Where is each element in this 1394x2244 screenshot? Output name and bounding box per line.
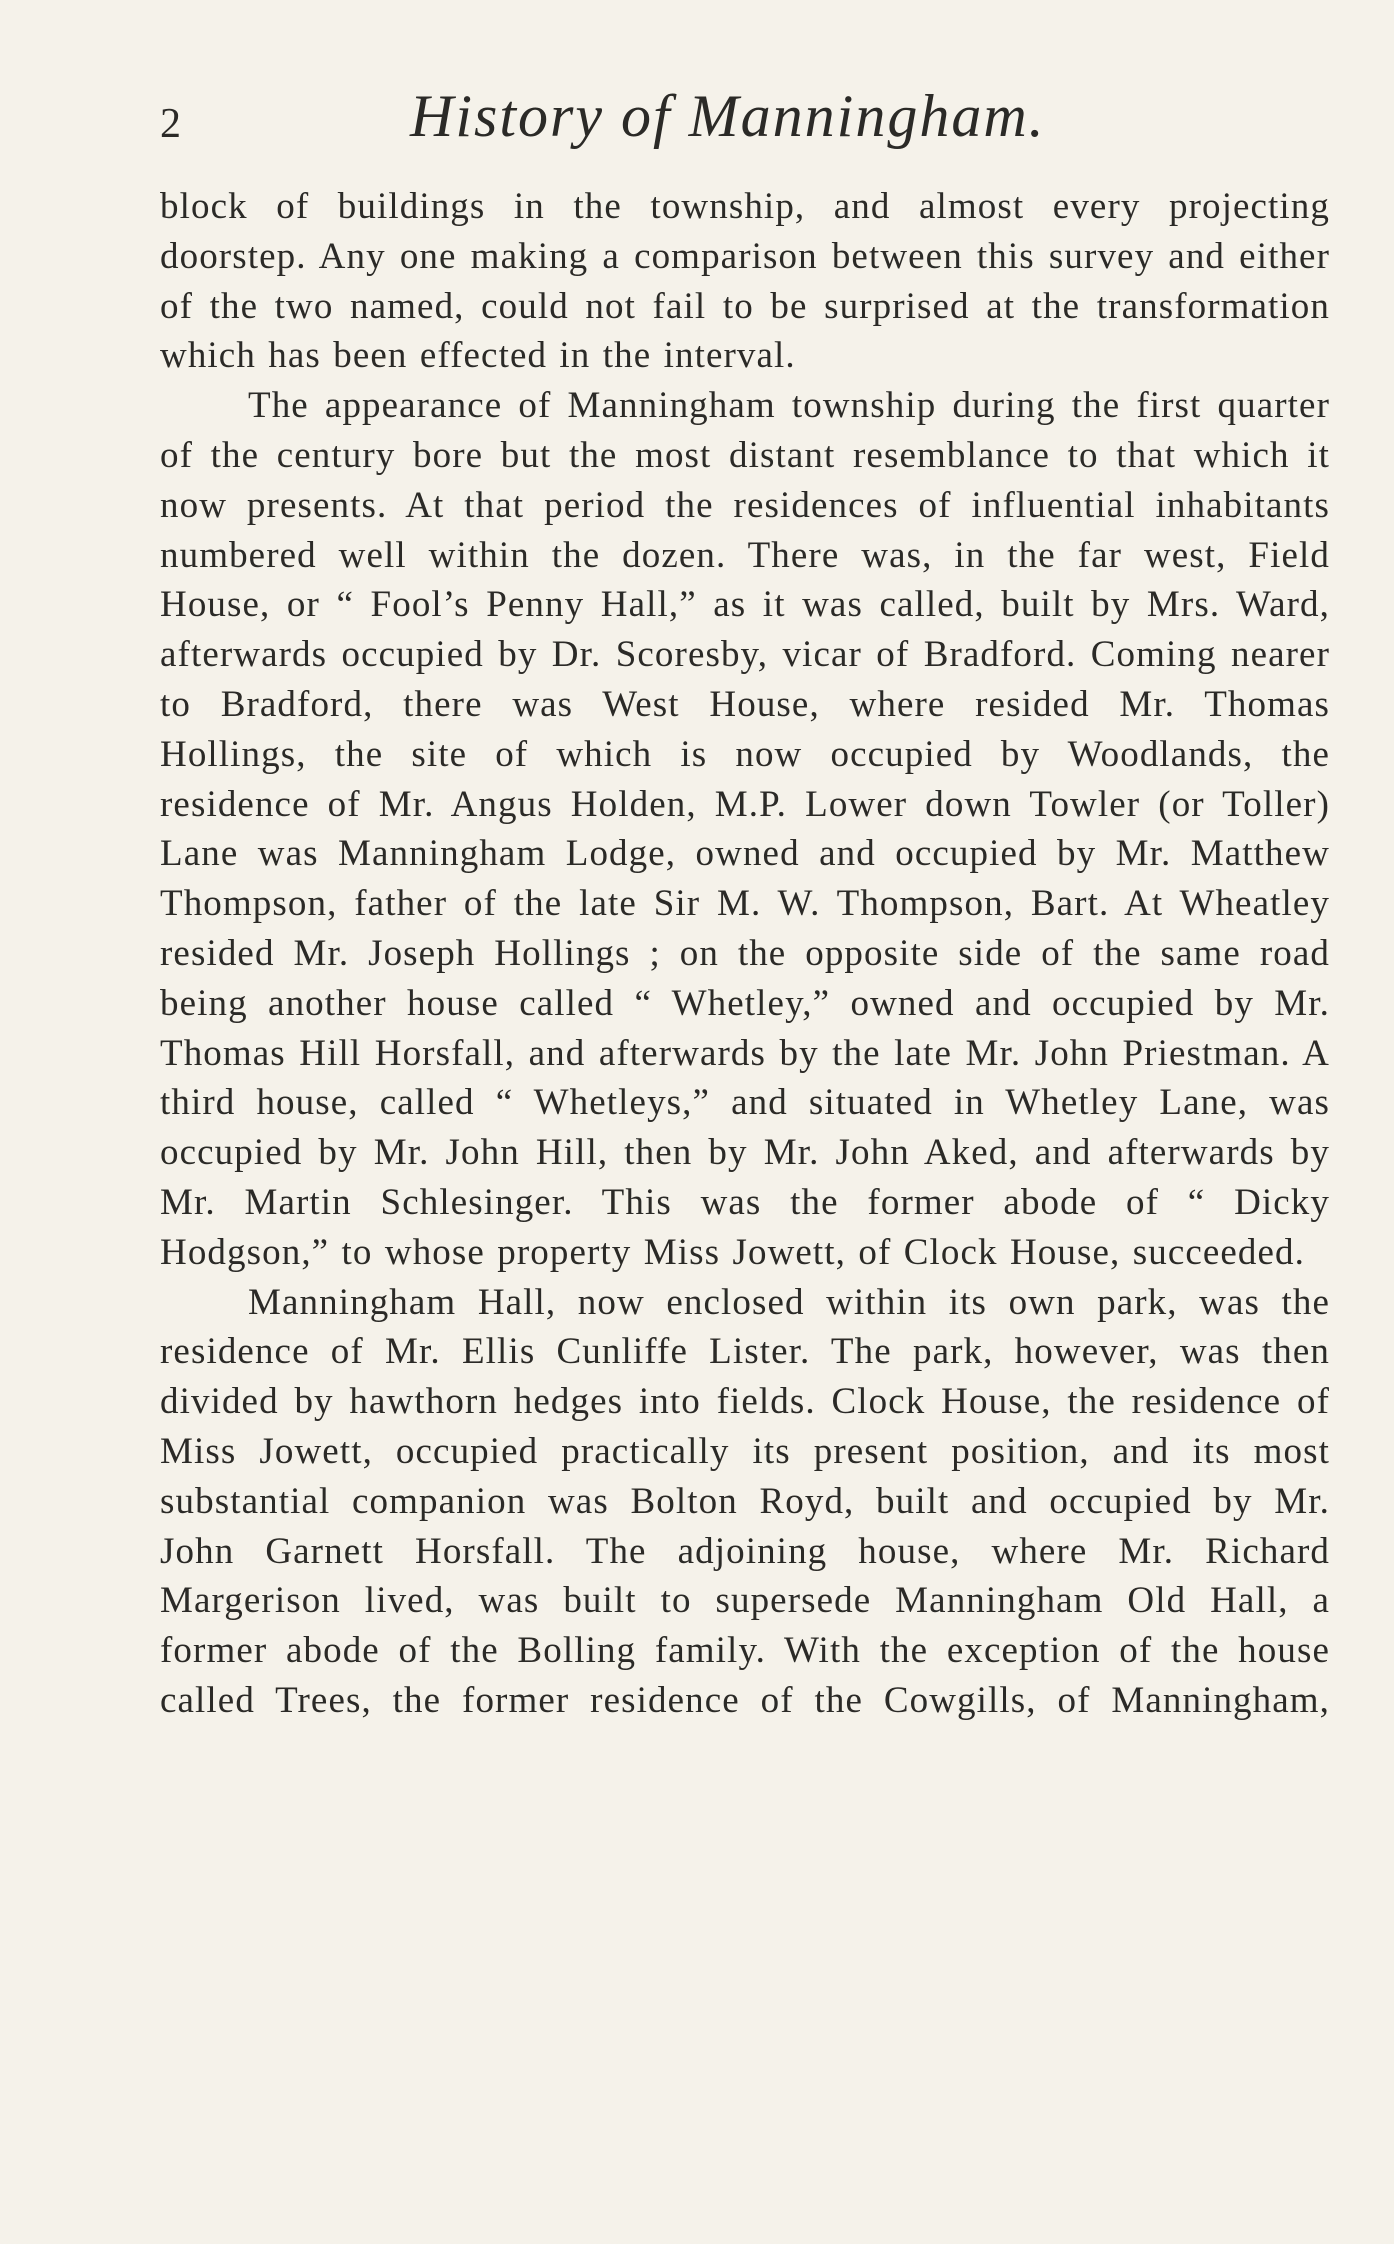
running-title: History of Manningham. bbox=[410, 83, 1046, 149]
paragraph-township-residences: The appearance of Manningham township during the first quarter of the century bore but the most distant resemblance to that which it now presents. At that period the residences of influential inhabitants numbered well within the dozen. There was, in the far west, Field House, or “ Fool’s Penny Hall,” as it was called, built by Mrs. Ward, afterwards occupied by Dr. Scoresby, vicar of Bradford. Coming nearer to Bradford, there was West House, where resided Mr. Thomas Hollings, the site of which is now occupied by Woodlands, the residence of Mr. Angus Holden, M.P. Lower down Towler (or Toller) Lane was Manningham Lodge, owned and occupied by Mr. Matthew Thompson, father of the late Sir M. W. Thompson, Bart. At Wheatley resided Mr. Joseph Hollings ; on the opposite side of the same road being another house called “ Whetley,” owned and occupied by Mr. Thomas Hill Horsfall, and afterwards by the late Mr. John Priestman. A third house, called “ Whetleys,” and situated in Whetley Lane, was occupied by Mr. John Hill, then by Mr. John Aked, and afterwards by Mr. Martin Schlesinger. This was the former abode of “ Dicky Hodgson,” to whose property Miss Jowett, of Clock House, succeeded. bbox=[160, 385, 1330, 1273]
running-head bbox=[160, 82, 1340, 172]
body-text bbox=[160, 182, 1330, 1726]
paragraph-manningham-hall: Manningham Hall, now enclosed within its own park, was the residence of Mr. Ellis Cunliffe Lister. The park, however, was then divided by hawthorn hedges into fields. Clock House, the residence of Miss Jowett, occupied practically its present position, and its most substantial companion was Bolton Royd, built and occupied by Mr. John Garnett Horsfall. The adjoining house, where Mr. Richard Margerison lived, was built to supersede Manningham Old Hall, a former abode of the Bolling family. With the exception of the house called Trees, the former residence of the Cowgills, of Manningham, bbox=[160, 1281, 1330, 1721]
paragraph-continued: block of buildings in the township, and almost every projecting doorstep. Any one making a comparison between this survey and either of the two named, could not fail to be surprised at the transformation which has been effected in the interval. bbox=[160, 186, 1330, 377]
page-number: 2 bbox=[160, 101, 182, 147]
